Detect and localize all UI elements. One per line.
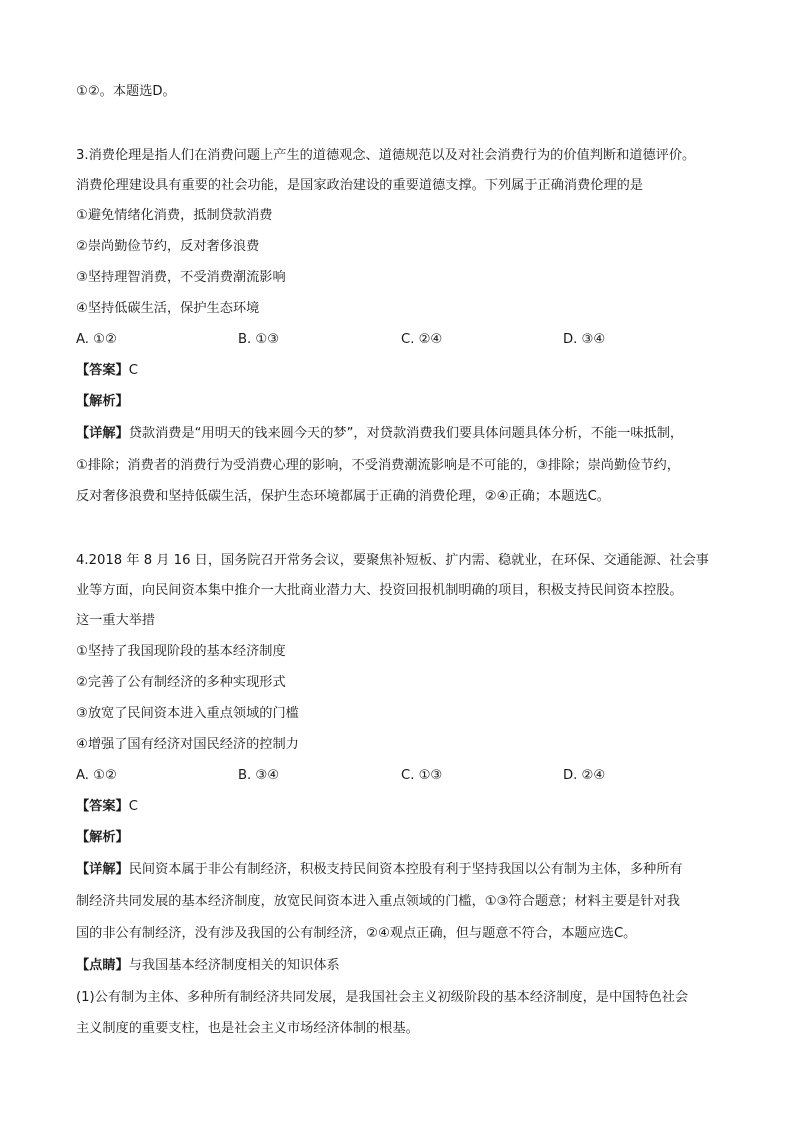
q4-option-c: C. ①③	[401, 768, 443, 783]
q3-answer-label: 【答案】	[76, 363, 129, 378]
q3-analysis-label	[76, 392, 129, 412]
q3-detail-text-1: 贷款消费是“用明天的钱来圆今天的梦”，对贷款消费我们要具体问题具体分析，不能一味抵制，	[128, 426, 684, 441]
q4-item-4: ④增强了国有经济对国民经济的控制力	[76, 737, 299, 752]
q3-stem-line-2: 消费伦理建设具有重要的社会功能，是国家政治建设的重要道德支撑。下列属于正确消费伦理的是	[76, 178, 644, 193]
q3-stem-line-1: 3.消费伦理是指人们在消费问题上产生的道德观念、道德规范以及对社会消费行为的价值判断和道德评价。	[76, 148, 696, 163]
q4-options	[76, 766, 676, 786]
q4-detail-label: 【详解】	[76, 862, 129, 877]
q3-detail-line-1	[76, 424, 683, 444]
q4-detail-line-1	[76, 860, 683, 880]
q4-item-1: ①坚持了我国现阶段的基本经济制度	[76, 644, 286, 659]
q4-analysis-label	[76, 828, 129, 848]
q3-analysis-label-text: 【解析】	[76, 394, 129, 409]
q4-stem-line-2: 业等方面，向民间资本集中推介一大批商业潜力大、投资回报机制明确的项目，积极支持民间资本控股。	[76, 583, 683, 598]
q3-option-d: D. ③④	[563, 332, 606, 347]
q3-option-c: C. ②④	[401, 332, 443, 347]
q3-item-1: ①避免情绪化消费，抵制贷款消费	[76, 208, 273, 223]
q3-option-a: A. ①②	[76, 332, 117, 347]
q4-item-2: ②完善了公有制经济的多种实现形式	[76, 675, 286, 690]
previous-answer-tail: ①②。本题选D。	[76, 84, 176, 99]
q4-detail-line-3: 国的非公有制经济，没有涉及我国的公有制经济，②④观点正确，但与题意不符合，本题应选C。	[76, 926, 637, 941]
q3-answer	[76, 361, 138, 381]
q4-point-line-2: 主义制度的重要支柱，也是社会主义市场经济体制的根基。	[76, 1021, 419, 1036]
q4-option-d: D. ②④	[563, 768, 606, 783]
q4-item-3: ③放宽了民间资本进入重点领域的门槛	[76, 706, 299, 721]
q3-item-4: ④坚持低碳生活，保护生态环境	[76, 301, 260, 316]
q4-stem-line-1: 4.2018 年 8 月 16 日，国务院召开常务会议，要聚焦补短板、扩内需、稳就业，在环保、交通能源、社会事	[76, 553, 709, 568]
q3-options	[76, 330, 676, 350]
q4-detail-text-1: 民间资本属于非公有制经济，积极支持民间资本控股有利于坚持我国以公有制为主体，多种所有	[128, 862, 683, 877]
q4-answer-value: C	[128, 799, 138, 814]
q4-analysis-label-text: 【解析】	[76, 830, 129, 845]
q4-option-a: A. ①②	[76, 768, 117, 783]
q4-point-line-1: (1)公有制为主体、多种所有制经济共同发展，是我国社会主义初级阶段的基本经济制度，是中国特色社会	[76, 990, 689, 1005]
q3-detail-label: 【详解】	[76, 426, 129, 441]
q4-answer-label: 【答案】	[76, 799, 129, 814]
q4-point-label: 【点睛】	[76, 958, 129, 973]
q4-answer	[76, 797, 138, 817]
q4-detail-line-2: 制经济共同发展的基本经济制度，放宽民间资本进入重点领域的门槛，①③符合题意；材料主要是针对我	[76, 894, 680, 909]
q3-detail-line-2: ①排除；消费者的消费行为受消费心理的影响，不受消费潮流影响是不可能的，③排除；崇尚勤俭节约，	[76, 458, 680, 473]
q3-answer-value: C	[128, 363, 138, 378]
q3-item-2: ②崇尚勤俭节约，反对奢侈浪费	[76, 239, 260, 254]
q4-option-b: B. ③④	[238, 768, 280, 783]
q4-point	[76, 956, 340, 976]
q3-item-3: ③坚持理智消费，不受消费潮流影响	[76, 270, 286, 285]
q3-detail-line-3: 反对奢侈浪费和坚持低碳生活，保护生态环境都属于正确的消费伦理，②④正确；本题选C。	[76, 489, 610, 504]
q3-option-b: B. ①③	[238, 332, 280, 347]
q4-stem-line-3: 这一重大举措	[76, 613, 156, 628]
q4-point-text: 与我国基本经济制度相关的知识体系	[128, 958, 340, 973]
